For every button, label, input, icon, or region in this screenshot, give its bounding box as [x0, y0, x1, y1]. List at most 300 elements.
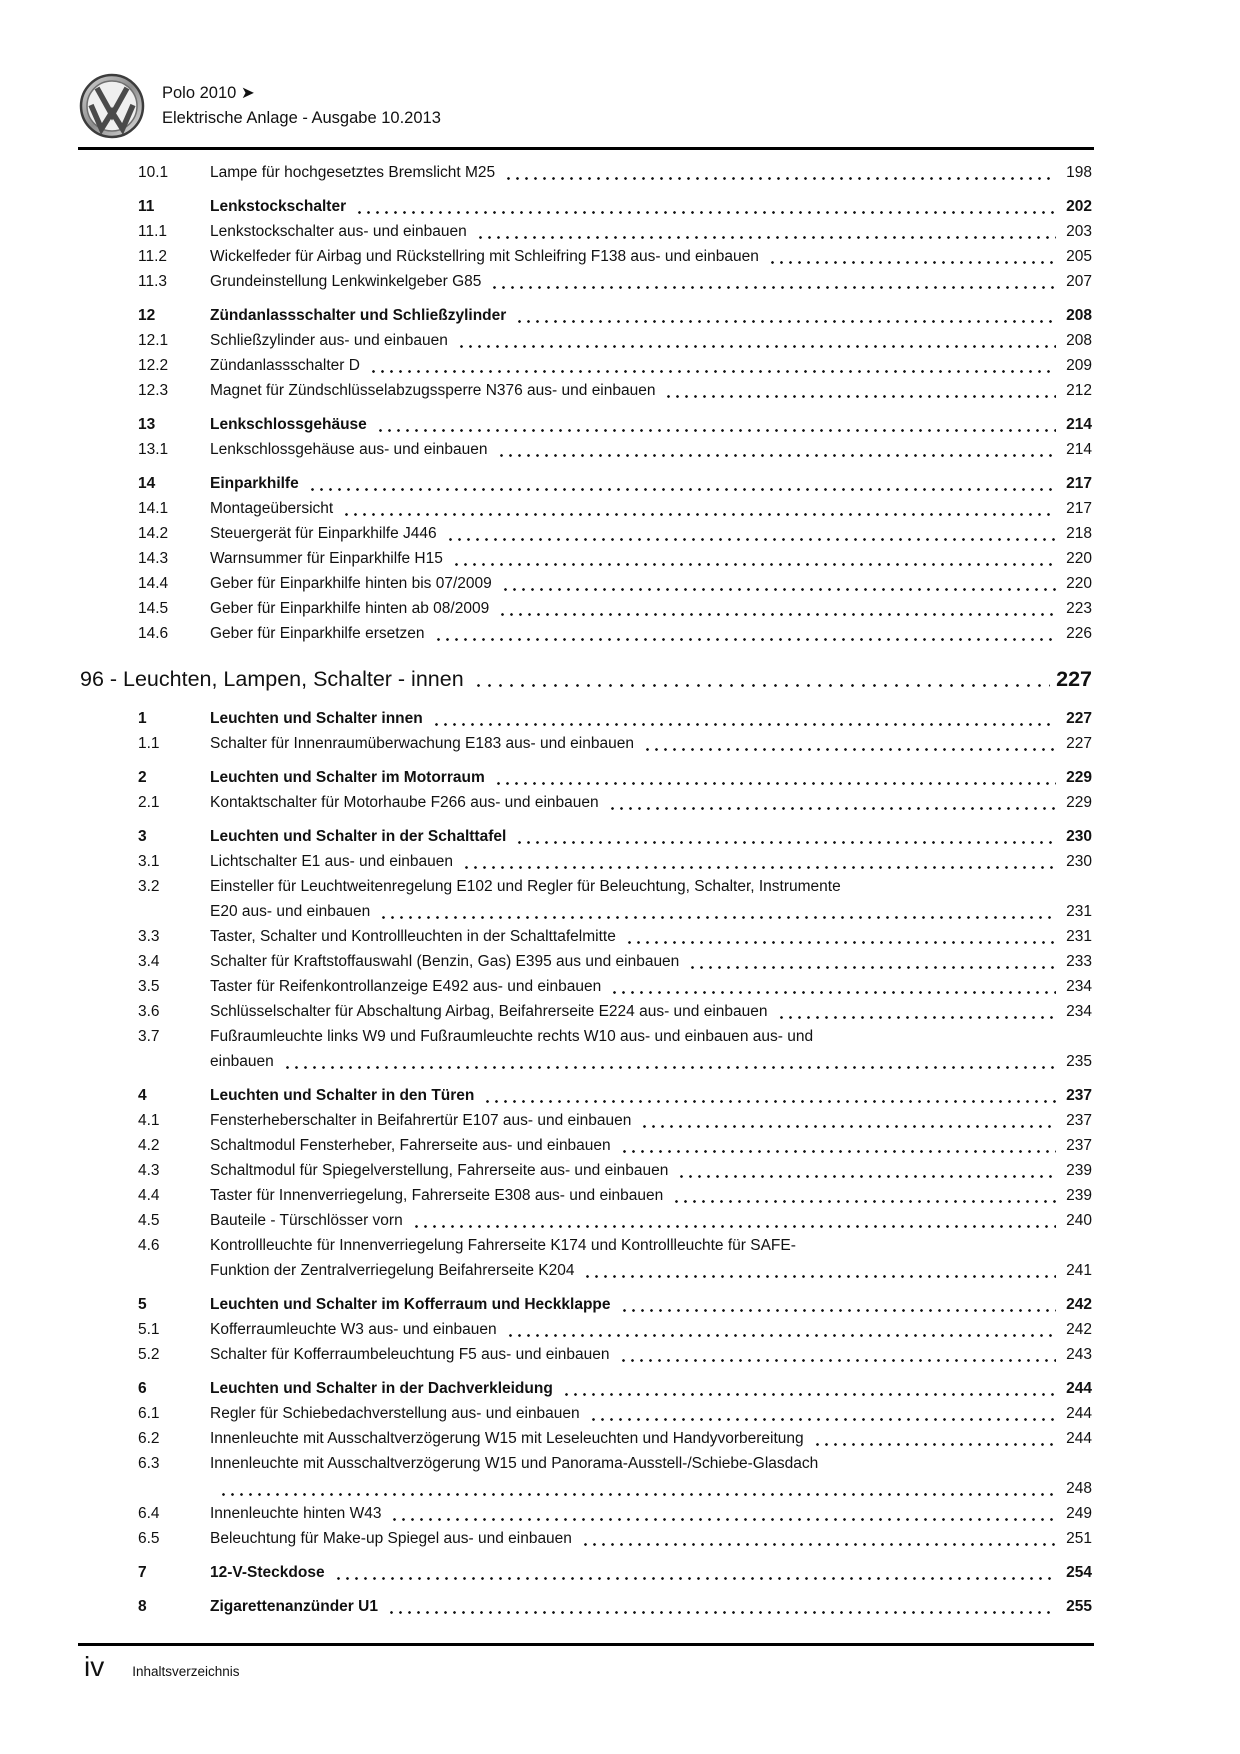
- entry-page: 217: [1066, 475, 1092, 492]
- dot-leader: [342, 513, 1056, 516]
- entry-number: 3.7: [138, 1028, 160, 1045]
- toc-entry: [138, 706, 1092, 731]
- dot-leader: [608, 807, 1056, 810]
- entry-last-line: [210, 765, 1092, 790]
- entry-last-line: [210, 731, 1092, 756]
- entry-number: 11.1: [138, 223, 168, 240]
- entry-last-line: [210, 521, 1092, 546]
- entry-title: Warnsummer für Einparkhilfe H15: [210, 550, 443, 567]
- entry-number: 1: [138, 710, 147, 727]
- dot-leader: [219, 1493, 1056, 1496]
- entry-number: 6.2: [138, 1430, 160, 1447]
- toc-entry: [138, 1292, 1092, 1317]
- entry-page: 230: [1066, 828, 1092, 845]
- entry-body: [210, 194, 1092, 219]
- entry-last-line: [210, 974, 1092, 999]
- dot-leader: [387, 1611, 1056, 1614]
- entry-body: [210, 1292, 1092, 1317]
- entry-body: [210, 765, 1092, 790]
- entry-last-line: [210, 899, 1092, 924]
- toc-entry: [138, 974, 1092, 999]
- entry-body: [210, 328, 1092, 353]
- entry-page: 217: [1066, 500, 1092, 517]
- entry-body: [210, 596, 1092, 621]
- entry-number: 5.2: [138, 1346, 160, 1363]
- entry-page: 241: [1066, 1262, 1092, 1279]
- entry-number: 3.2: [138, 878, 160, 895]
- entry-body: [210, 353, 1092, 378]
- entry-last-line: [210, 949, 1092, 974]
- entry-title: Lenkstockschalter aus- und einbauen: [210, 223, 467, 240]
- vw-logo-icon: [78, 72, 146, 140]
- toc-entry: [138, 790, 1092, 815]
- entry-body: [210, 949, 1092, 974]
- entry-title-line: Fußraumleuchte links W9 und Fußraumleuchte rechts W10 aus- und einbauen aus- und: [210, 1028, 814, 1045]
- entry-last-line: [210, 1133, 1092, 1158]
- entry-last-line: [210, 706, 1092, 731]
- entry-title-line: Innenleuchte mit Ausschaltverzögerung W15 und Panorama-Ausstell-/Schiebe-Glasdach: [210, 1455, 819, 1472]
- toc-entry: [138, 303, 1092, 328]
- toc-entry: [138, 824, 1092, 849]
- entry-last-line: [210, 244, 1092, 269]
- dot-leader: [446, 538, 1056, 541]
- dot-leader: [501, 588, 1056, 591]
- entry-title: Funktion der Zentralverriegelung Beifahrerseite K204: [210, 1262, 575, 1279]
- entry-page: 212: [1066, 382, 1092, 399]
- entry-title: Leuchten und Schalter in der Dachverkleidung: [210, 1380, 553, 1397]
- entry-last-line: [210, 1426, 1092, 1451]
- entry-title: Zündanlassschalter D: [210, 357, 360, 374]
- entry-last-line: [210, 412, 1092, 437]
- entry-title: Geber für Einparkhilfe hinten bis 07/2009: [210, 575, 492, 592]
- dot-leader: [432, 723, 1056, 726]
- entry-title: Einparkhilfe: [210, 475, 299, 492]
- dot-leader: [620, 1150, 1056, 1153]
- entry-title: Lichtschalter E1 aus- und einbauen: [210, 853, 453, 870]
- entry-last-line: [210, 924, 1092, 949]
- toc-entry: [138, 1233, 1092, 1283]
- entry-title: Schaltmodul für Spiegelverstellung, Fahrerseite aus- und einbauen: [210, 1162, 669, 1179]
- entry-number: 2: [138, 769, 147, 786]
- entry-body: [210, 1560, 1092, 1585]
- entry-last-line: [210, 571, 1092, 596]
- entry-last-line: [210, 1594, 1092, 1619]
- entry-title: Lenkschlossgehäuse: [210, 416, 367, 433]
- entry-last-line: [210, 437, 1092, 462]
- toc-entry: [138, 1024, 1092, 1074]
- entry-title: Bauteile - Türschlösser vorn: [210, 1212, 403, 1229]
- entry-page: 234: [1066, 978, 1092, 995]
- entry-number: 4.1: [138, 1112, 160, 1129]
- entry-body: [210, 1342, 1092, 1367]
- entry-page: 218: [1066, 525, 1092, 542]
- entry-last-line: [210, 824, 1092, 849]
- entry-number: 6.4: [138, 1505, 160, 1522]
- entry-number: 12.3: [138, 382, 169, 399]
- entry-number: 14.5: [138, 600, 169, 617]
- entry-body: [210, 219, 1092, 244]
- entry-title: Innenleuchte mit Ausschaltverzögerung W15 mit Leseleuchten und Handyvorbereitung: [210, 1430, 804, 1447]
- entry-body: [210, 571, 1092, 596]
- entry-last-line: [210, 621, 1092, 646]
- dot-leader: [619, 1359, 1056, 1362]
- dot-leader: [768, 261, 1056, 264]
- toc-entry: [138, 437, 1092, 462]
- entry-number: 4.3: [138, 1162, 160, 1179]
- dot-leader: [562, 1393, 1056, 1396]
- entry-last-line: [210, 1292, 1092, 1317]
- dot-leader: [476, 236, 1056, 239]
- entry-last-line: [210, 1376, 1092, 1401]
- entry-number: 14.2: [138, 525, 169, 542]
- entry-body: [210, 1183, 1092, 1208]
- dot-leader: [452, 563, 1056, 566]
- toc-entry: [138, 1376, 1092, 1401]
- entry-number: 10.1: [138, 164, 169, 181]
- entry-page: 243: [1066, 1346, 1092, 1363]
- entry-number: 13.1: [138, 441, 169, 458]
- entry-title: Leuchten und Schalter in den Türen: [210, 1087, 475, 1104]
- entry-number: 11.3: [138, 273, 168, 290]
- entry-number: 14.4: [138, 575, 169, 592]
- entry-body: [210, 1108, 1092, 1133]
- entry-page: 244: [1066, 1430, 1092, 1447]
- toc-entry: [138, 571, 1092, 596]
- entry-number: 6.5: [138, 1530, 160, 1547]
- entry-page: 209: [1066, 357, 1092, 374]
- entry-last-line: [210, 378, 1092, 403]
- entry-page: 208: [1066, 307, 1092, 324]
- entry-title: Zigarettenanzünder U1: [210, 1598, 378, 1615]
- dot-leader: [583, 1275, 1056, 1278]
- entry-page: 237: [1066, 1112, 1092, 1129]
- entry-last-line: [210, 1158, 1092, 1183]
- entry-body: [210, 924, 1092, 949]
- toc-entry: [138, 849, 1092, 874]
- entry-page: 242: [1066, 1321, 1092, 1338]
- toc-entry: [138, 471, 1092, 496]
- entry-body: [210, 1594, 1092, 1619]
- entry-last-line: [210, 1342, 1092, 1367]
- toc-entry: [138, 1401, 1092, 1426]
- header-title-block: [162, 72, 441, 131]
- entry-last-line: [210, 1501, 1092, 1526]
- dot-leader: [813, 1443, 1056, 1446]
- entry-title: Schalter für Kofferraumbeleuchtung F5 aus- und einbauen: [210, 1346, 610, 1363]
- dot-leader: [504, 177, 1056, 180]
- dot-leader: [620, 1309, 1057, 1312]
- toc-entry: [138, 765, 1092, 790]
- entry-body: [210, 999, 1092, 1024]
- toc-entry: [138, 731, 1092, 756]
- entry-body: [210, 244, 1092, 269]
- entry-page: 231: [1066, 928, 1092, 945]
- dot-leader: [457, 345, 1056, 348]
- toc-entry: [138, 378, 1092, 403]
- dot-leader: [494, 782, 1056, 785]
- entry-number: 12.1: [138, 332, 169, 349]
- entry-last-line: [210, 849, 1092, 874]
- entry-number: 5: [138, 1296, 147, 1313]
- entry-last-line: [210, 471, 1092, 496]
- entry-last-line: [210, 160, 1092, 185]
- entry-last-line: [210, 219, 1092, 244]
- entry-title: Regler für Schiebedachverstellung aus- und einbauen: [210, 1405, 580, 1422]
- toc-entry: [138, 1083, 1092, 1108]
- entry-title: Schalter für Kraftstoffauswahl (Benzin, Gas) E395 aus und einbauen: [210, 953, 680, 970]
- entry-page: 227: [1066, 735, 1092, 752]
- entry-title: Innenleuchte hinten W43: [210, 1505, 382, 1522]
- entry-number: 4.5: [138, 1212, 160, 1229]
- entry-body: [210, 437, 1092, 462]
- entry-title-line: Kontrollleuchte für Innenverriegelung Fahrerseite K174 und Kontrollleuchte für SAFE-: [210, 1237, 796, 1254]
- page-header: [78, 72, 1094, 140]
- entry-body: [210, 621, 1092, 646]
- entry-page: 240: [1066, 1212, 1092, 1229]
- entry-last-line: [210, 1317, 1092, 1342]
- toc-entry: [138, 546, 1092, 571]
- entry-last-line: [210, 1401, 1092, 1426]
- dot-leader: [390, 1518, 1056, 1521]
- entry-title: Wickelfeder für Airbag und Rückstellring mit Schleifring F138 aus- und einbauen: [210, 248, 759, 265]
- entry-body: [210, 1024, 1092, 1074]
- entry-number: 12.2: [138, 357, 169, 374]
- entry-body: [210, 1401, 1092, 1426]
- dot-leader: [308, 488, 1056, 491]
- entry-body: [210, 790, 1092, 815]
- footer-page-number: iv: [84, 1651, 105, 1682]
- entry-page: 214: [1066, 441, 1092, 458]
- dot-leader: [515, 841, 1056, 844]
- entry-page: 234: [1066, 1003, 1092, 1020]
- dot-leader: [473, 684, 1050, 687]
- chapter-title: 96 - Leuchten, Lampen, Schalter - innen: [80, 667, 464, 691]
- toc-entry: [138, 1108, 1092, 1133]
- entry-body: [210, 1376, 1092, 1401]
- dot-leader: [334, 1577, 1056, 1580]
- dot-leader: [379, 916, 1056, 919]
- entry-number: 7: [138, 1564, 147, 1581]
- entry-title: Schaltmodul Fensterheber, Fahrerseite aus- und einbauen: [210, 1137, 611, 1154]
- entry-page: 251: [1066, 1530, 1092, 1547]
- toc-entry: [138, 353, 1092, 378]
- entry-page: 205: [1066, 248, 1092, 265]
- entry-page: 207: [1066, 273, 1092, 290]
- entry-body: [210, 1451, 1092, 1501]
- dot-leader: [589, 1418, 1056, 1421]
- entry-page: 223: [1066, 600, 1092, 617]
- entry-body: [210, 303, 1092, 328]
- dot-leader: [498, 613, 1056, 616]
- entry-body: [210, 1208, 1092, 1233]
- entry-last-line: [210, 546, 1092, 571]
- dot-leader: [490, 286, 1056, 289]
- dot-leader: [434, 638, 1056, 641]
- toc-entry: [138, 1426, 1092, 1451]
- entry-page: 208: [1066, 332, 1092, 349]
- toc-entry: [138, 496, 1092, 521]
- entry-title: Grundeinstellung Lenkwinkelgeber G85: [210, 273, 482, 290]
- entry-page: 233: [1066, 953, 1092, 970]
- entry-last-line: [210, 303, 1092, 328]
- dot-leader: [640, 1125, 1056, 1128]
- entry-number: 4.6: [138, 1237, 160, 1254]
- entry-title: Kontaktschalter für Motorhaube F266 aus- und einbauen: [210, 794, 599, 811]
- entry-title: Magnet für Zündschlüsselabzugssperre N376 aus- und einbauen: [210, 382, 656, 399]
- entry-title: einbauen: [210, 1053, 274, 1070]
- entry-last-line: [210, 1083, 1092, 1108]
- entry-title: Lampe für hochgesetztes Bremslicht M25: [210, 164, 496, 181]
- entry-last-line: [210, 269, 1092, 294]
- entry-page: 244: [1066, 1380, 1092, 1397]
- entry-page: 220: [1066, 575, 1092, 592]
- entry-number: 3.5: [138, 978, 160, 995]
- entry-number: 4.4: [138, 1187, 160, 1204]
- entry-title: Geber für Einparkhilfe ersetzen: [210, 625, 425, 642]
- entry-last-line: [210, 1108, 1092, 1133]
- entry-body: [210, 731, 1092, 756]
- toc-entry: [138, 621, 1092, 646]
- entry-number: 3: [138, 828, 147, 845]
- entry-number: 3.4: [138, 953, 160, 970]
- dot-leader: [664, 395, 1056, 398]
- entry-page: 226: [1066, 625, 1092, 642]
- entry-number: 1.1: [138, 735, 160, 752]
- chapter-heading: [80, 664, 1092, 694]
- entry-page: 214: [1066, 416, 1092, 433]
- entry-number: 14.3: [138, 550, 169, 567]
- entry-number: 11.2: [138, 248, 168, 265]
- entry-title: Leuchten und Schalter innen: [210, 710, 423, 727]
- entry-title: Leuchten und Schalter im Motorraum: [210, 769, 485, 786]
- entry-body: [210, 521, 1092, 546]
- entry-title: Geber für Einparkhilfe hinten ab 08/2009: [210, 600, 490, 617]
- entry-number: 12: [138, 307, 156, 324]
- entry-body: [210, 546, 1092, 571]
- entry-number: 6: [138, 1380, 147, 1397]
- entry-page: 220: [1066, 550, 1092, 567]
- entry-body: [210, 1501, 1092, 1526]
- dot-leader: [677, 1175, 1056, 1178]
- toc-entry: [138, 924, 1092, 949]
- toc-entry: [138, 412, 1092, 437]
- entry-page: 231: [1066, 903, 1092, 920]
- entry-body: [210, 849, 1092, 874]
- entry-page: 248: [1066, 1480, 1092, 1497]
- entry-last-line: [210, 1560, 1092, 1585]
- toc-entry: [138, 1526, 1092, 1551]
- dot-leader: [672, 1200, 1056, 1203]
- entry-page: 229: [1066, 794, 1092, 811]
- entry-body: [210, 1233, 1092, 1283]
- entry-title: Steuergerät für Einparkhilfe J446: [210, 525, 437, 542]
- toc-entry: [138, 244, 1092, 269]
- entry-body: [210, 412, 1092, 437]
- toc-entry: [138, 160, 1092, 185]
- entry-number: 3.3: [138, 928, 160, 945]
- entry-page: 254: [1066, 1564, 1092, 1581]
- entry-number: 3.1: [138, 853, 160, 870]
- dot-leader: [497, 454, 1057, 457]
- table-of-contents: [80, 160, 1092, 1619]
- dot-leader: [412, 1225, 1056, 1228]
- dot-leader: [581, 1543, 1056, 1546]
- entry-number: 11: [138, 198, 155, 215]
- entry-body: [210, 160, 1092, 185]
- toc-entry: [138, 1560, 1092, 1585]
- toc-entry: [138, 1133, 1092, 1158]
- entry-page: 242: [1066, 1296, 1092, 1313]
- dot-leader: [515, 320, 1056, 323]
- dot-leader: [376, 429, 1056, 432]
- entry-page: 230: [1066, 853, 1092, 870]
- entry-title: Leuchten und Schalter im Kofferraum und Heckklappe: [210, 1296, 611, 1313]
- entry-title: 12-V-Steckdose: [210, 1564, 325, 1581]
- entry-body: [210, 706, 1092, 731]
- toc-entry: [138, 874, 1092, 924]
- entry-page: 244: [1066, 1405, 1092, 1422]
- entry-page: 227: [1066, 710, 1092, 727]
- entry-number: 13: [138, 416, 156, 433]
- entry-last-line: [210, 596, 1092, 621]
- toc-entry: [138, 194, 1092, 219]
- dot-leader: [506, 1334, 1056, 1337]
- entry-body: [210, 1426, 1092, 1451]
- entry-body: [210, 378, 1092, 403]
- entry-page: 239: [1066, 1162, 1092, 1179]
- entry-number: 4.2: [138, 1137, 160, 1154]
- entry-page: 203: [1066, 223, 1092, 240]
- entry-body: [210, 496, 1092, 521]
- toc-entry: [138, 328, 1092, 353]
- dot-leader: [369, 370, 1056, 373]
- dot-leader: [610, 991, 1056, 994]
- dot-leader: [483, 1100, 1056, 1103]
- entry-last-line: [210, 194, 1092, 219]
- toc-entry: [138, 999, 1092, 1024]
- entry-title: Kofferraumleuchte W3 aus- und einbauen: [210, 1321, 497, 1338]
- dot-leader: [283, 1066, 1056, 1069]
- toc-entry: [138, 949, 1092, 974]
- entry-last-line: [210, 328, 1092, 353]
- toc-entry: [138, 1342, 1092, 1367]
- header-rule: [78, 147, 1094, 150]
- entry-title: Lenkschlossgehäuse aus- und einbauen: [210, 441, 488, 458]
- entry-body: [210, 824, 1092, 849]
- dot-leader: [625, 941, 1056, 944]
- toc-entry: [138, 1451, 1092, 1501]
- toc-entry: [138, 596, 1092, 621]
- entry-body: [210, 269, 1092, 294]
- entry-last-line: [210, 1526, 1092, 1551]
- entry-number: 14.6: [138, 625, 169, 642]
- entry-number: 2.1: [138, 794, 160, 811]
- dot-leader: [688, 966, 1056, 969]
- entry-body: [210, 1158, 1092, 1183]
- entry-title: Beleuchtung für Make-up Spiegel aus- und einbauen: [210, 1530, 572, 1547]
- entry-number: 14: [138, 475, 156, 492]
- footer-label: Inhaltsverzeichnis: [132, 1664, 240, 1679]
- entry-body: [210, 471, 1092, 496]
- entry-last-line: [210, 353, 1092, 378]
- dot-leader: [777, 1016, 1057, 1019]
- entry-title-line: Einsteller für Leuchtweitenregelung E102 und Regler für Beleuchtung, Schalter, Instrumente: [210, 878, 841, 895]
- chapter-page: 227: [1056, 667, 1092, 691]
- entry-page: 229: [1066, 769, 1092, 786]
- toc-entry: [138, 1208, 1092, 1233]
- page-footer: [84, 1650, 240, 1684]
- toc-entry: [138, 521, 1092, 546]
